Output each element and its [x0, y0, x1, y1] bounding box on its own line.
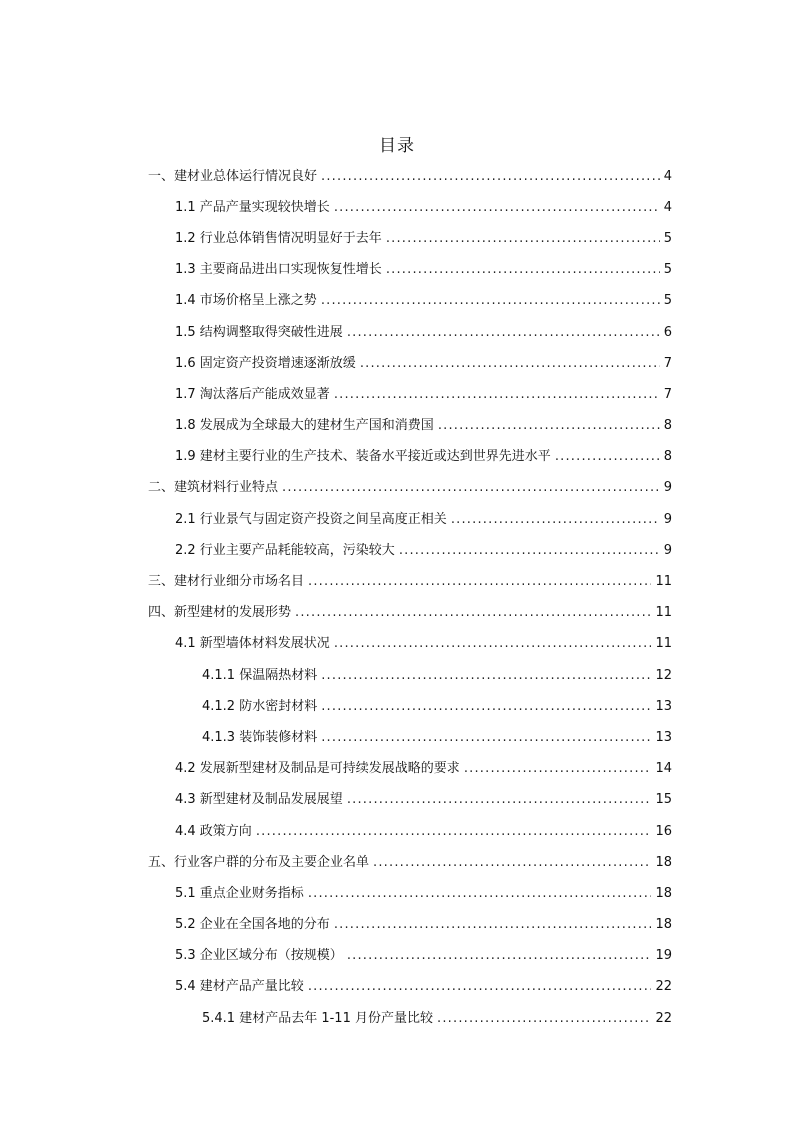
- dot-leader: [308, 979, 652, 995]
- toc-entry-page-number: 8: [663, 449, 672, 465]
- toc-entry-label: 2.2 行业主要产品耗能较高，污染较大: [175, 542, 395, 558]
- toc-entry-page-number: 8: [663, 418, 672, 434]
- table-of-contents: [0, 161, 794, 1034]
- toc-entry-page-number: 12: [655, 667, 672, 683]
- toc-entry-page-number: 22: [655, 979, 672, 995]
- toc-entry-page-number: 9: [663, 480, 672, 496]
- dot-leader: [256, 824, 652, 840]
- dot-leader: [386, 262, 660, 278]
- toc-entry[interactable]: [0, 972, 794, 1003]
- toc-entry[interactable]: [0, 691, 794, 722]
- toc-entry-page-number: 5: [663, 262, 672, 278]
- toc-entry[interactable]: [0, 566, 794, 597]
- dot-leader: [347, 325, 660, 341]
- dot-leader: [308, 886, 652, 902]
- toc-entry-label: 5.4 建材产品产量比较: [175, 979, 304, 995]
- dot-leader: [321, 668, 651, 684]
- toc-entry[interactable]: [0, 473, 794, 504]
- toc-entry[interactable]: [0, 660, 794, 691]
- toc-entry[interactable]: [0, 878, 794, 909]
- toc-entry-label: 四、新型建材的发展形势: [148, 605, 292, 621]
- toc-entry-label: 1.9 建材主要行业的生产技术、装备水平接近或达到世界先进水平: [175, 449, 551, 465]
- toc-entry[interactable]: [0, 223, 794, 254]
- toc-entry-label: 4.4 政策方向: [175, 823, 252, 839]
- toc-entry-page-number: 7: [663, 355, 672, 371]
- toc-entry-label: 1.6 固定资产投资增速逐渐放缓: [175, 355, 356, 371]
- toc-entry-label: 五、行业客户群的分布及主要企业名单: [148, 854, 370, 870]
- toc-entry-label: 1.4 市场价格呈上涨之势: [175, 293, 317, 309]
- toc-entry-label: 5.2 企业在全国各地的分布: [175, 917, 330, 933]
- toc-entry-page-number: 11: [655, 574, 672, 590]
- toc-entry[interactable]: [0, 317, 794, 348]
- toc-entry-label: 4.1.3 装饰装修材料: [202, 729, 318, 745]
- toc-entry-label: 1.3 主要商品进出口实现恢复性增长: [175, 262, 382, 278]
- toc-entry-page-number: 5: [663, 230, 672, 246]
- toc-entry-page-number: 4: [663, 199, 672, 215]
- toc-entry-page-number: 18: [655, 854, 672, 870]
- toc-entry-label: 4.2 发展新型建材及制品是可持续发展战略的要求: [175, 761, 460, 777]
- dot-leader: [437, 1011, 651, 1027]
- toc-entry-page-number: 14: [655, 761, 672, 777]
- dot-leader: [399, 543, 660, 559]
- toc-entry-page-number: 7: [663, 386, 672, 402]
- toc-entry[interactable]: [0, 411, 794, 442]
- toc-entry-label: 5.3 企业区域分布（按规模）: [175, 948, 343, 964]
- toc-entry-label: 1.7 淘汰落后产能成效显著: [175, 386, 330, 402]
- toc-entry-page-number: 16: [655, 823, 672, 839]
- toc-entry-page-number: 13: [655, 729, 672, 745]
- toc-title: 目录: [379, 136, 415, 156]
- toc-entry[interactable]: [0, 629, 794, 660]
- toc-entry[interactable]: [0, 816, 794, 847]
- toc-entry-page-number: 11: [655, 605, 672, 621]
- dot-leader: [373, 855, 651, 871]
- dot-leader: [451, 512, 660, 528]
- toc-entry-label: 1.5 结构调整取得突破性进展: [175, 324, 343, 340]
- toc-entry[interactable]: [0, 722, 794, 753]
- toc-entry-label: 三、建材行业细分市场名目: [148, 574, 305, 590]
- toc-entry-page-number: 5: [663, 293, 672, 309]
- toc-entry[interactable]: [0, 598, 794, 629]
- dot-leader: [334, 387, 660, 403]
- dot-leader: [334, 200, 660, 216]
- toc-entry[interactable]: [0, 286, 794, 317]
- toc-entry[interactable]: [0, 785, 794, 816]
- toc-entry-label: 4.3 新型建材及制品发展展望: [175, 792, 343, 808]
- toc-entry-label: 5.4.1 建材产品去年 1-11 月份产量比较: [202, 1010, 433, 1026]
- dot-leader: [386, 231, 660, 247]
- toc-entry-label: 1.8 发展成为全球最大的建材生产国和消费国: [175, 418, 434, 434]
- dot-leader: [308, 574, 651, 590]
- dot-leader: [321, 169, 660, 185]
- toc-entry-label: 4.1.2 防水密封材料: [202, 698, 318, 714]
- toc-entry[interactable]: [0, 379, 794, 410]
- toc-entry-page-number: 6: [663, 324, 672, 340]
- toc-entry-label: 2.1 行业景气与固定资产投资之间呈高度正相关: [175, 511, 447, 527]
- toc-entry-label: 一、建材业总体运行情况良好: [148, 168, 318, 184]
- toc-entry-label: 5.1 重点企业财务指标: [175, 885, 304, 901]
- dot-leader: [321, 293, 660, 309]
- toc-entry[interactable]: [0, 910, 794, 941]
- toc-entry-label: 1.1 产品产量实现较快增长: [175, 199, 330, 215]
- toc-entry[interactable]: [0, 847, 794, 878]
- toc-entry-page-number: 11: [655, 636, 672, 652]
- dot-leader: [334, 917, 652, 933]
- toc-entry-page-number: 18: [655, 885, 672, 901]
- toc-entry[interactable]: [0, 504, 794, 535]
- toc-entry[interactable]: [0, 941, 794, 972]
- dot-leader: [555, 449, 660, 465]
- toc-entry-label: 1.2 行业总体销售情况明显好于去年: [175, 230, 382, 246]
- toc-entry-page-number: 4: [663, 168, 672, 184]
- toc-entry[interactable]: [0, 348, 794, 379]
- toc-entry[interactable]: [0, 442, 794, 473]
- dot-leader: [321, 730, 651, 746]
- dot-leader: [360, 356, 660, 372]
- toc-entry[interactable]: [0, 754, 794, 785]
- toc-entry-page-number: 15: [655, 792, 672, 808]
- toc-entry-page-number: 18: [655, 917, 672, 933]
- toc-entry-label: 4.1.1 保温隔热材料: [202, 667, 318, 683]
- toc-entry-label: 4.1 新型墙体材料发展状况: [175, 636, 330, 652]
- toc-entry[interactable]: [0, 255, 794, 286]
- dot-leader: [334, 636, 652, 652]
- toc-entry-page-number: 9: [663, 511, 672, 527]
- toc-entry[interactable]: [0, 1003, 794, 1034]
- toc-entry[interactable]: [0, 161, 794, 192]
- dot-leader: [347, 792, 652, 808]
- dot-leader: [464, 761, 652, 777]
- dot-leader: [438, 418, 660, 434]
- dot-leader: [347, 948, 652, 964]
- toc-entry[interactable]: [0, 535, 794, 566]
- toc-entry-page-number: 22: [655, 1010, 672, 1026]
- dot-leader: [282, 480, 660, 496]
- toc-entry-label: 二、建筑材料行业特点: [148, 480, 279, 496]
- dot-leader: [321, 699, 651, 715]
- toc-entry-page-number: 19: [655, 948, 672, 964]
- toc-entry-page-number: 9: [663, 542, 672, 558]
- toc-entry[interactable]: [0, 192, 794, 223]
- dot-leader: [295, 605, 651, 621]
- toc-entry-page-number: 13: [655, 698, 672, 714]
